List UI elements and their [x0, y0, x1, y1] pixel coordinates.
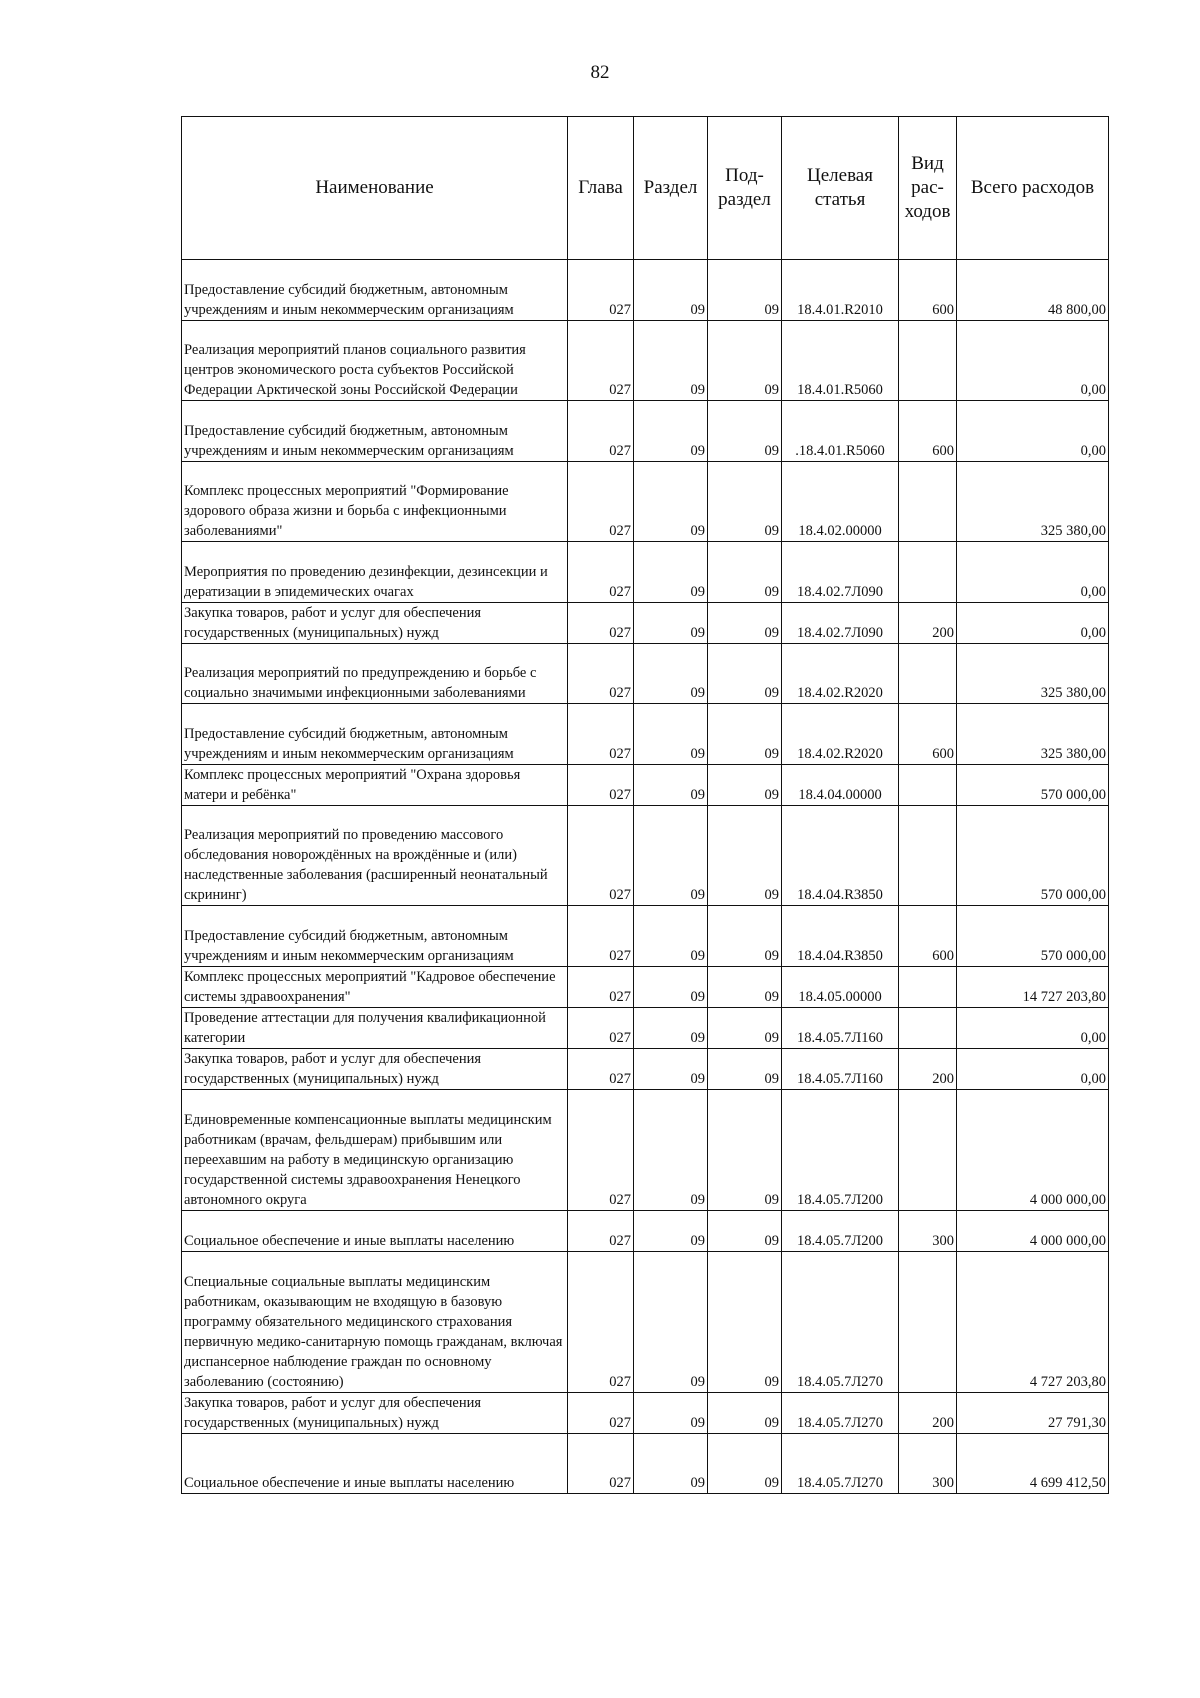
cell-type: 600	[899, 906, 957, 967]
cell-target: 18.4.05.7Л200	[782, 1090, 899, 1211]
cell-chapter: 027	[568, 321, 634, 401]
cell-chapter: 027	[568, 542, 634, 603]
cell-total: 325 380,00	[957, 704, 1109, 765]
cell-chapter: 027	[568, 462, 634, 542]
cell-name: Реализация мероприятий по проведению массового обследования новорождённых на врождённые и (или) наследственные заболевания (расширенный неонатальный скрининг)	[182, 806, 568, 906]
cell-type	[899, 1252, 957, 1393]
cell-subsection: 09	[708, 967, 782, 1008]
cell-chapter: 027	[568, 1049, 634, 1090]
cell-section: 09	[634, 542, 708, 603]
cell-chapter: 027	[568, 1252, 634, 1393]
table-row	[182, 401, 1109, 462]
header-type: Вид рас- ходов	[899, 117, 957, 260]
cell-chapter: 027	[568, 603, 634, 644]
cell-target: 18.4.02.00000	[782, 462, 899, 542]
cell-total: 0,00	[957, 1008, 1109, 1049]
cell-section: 09	[634, 1008, 708, 1049]
table-row	[182, 603, 1109, 644]
cell-chapter: 027	[568, 401, 634, 462]
cell-chapter: 027	[568, 1393, 634, 1434]
cell-subsection: 09	[708, 906, 782, 967]
cell-subsection: 09	[708, 704, 782, 765]
cell-type: 300	[899, 1211, 957, 1252]
cell-section: 09	[634, 1090, 708, 1211]
cell-type	[899, 1008, 957, 1049]
cell-total: 570 000,00	[957, 806, 1109, 906]
cell-total: 570 000,00	[957, 906, 1109, 967]
table-body	[182, 260, 1109, 1494]
cell-name: Реализация мероприятий планов социального развития центров экономического роста субъектов Российской Федерации Арктической зоны Российской Федерации	[182, 321, 568, 401]
table-row	[182, 704, 1109, 765]
cell-section: 09	[634, 321, 708, 401]
cell-total: 14 727 203,80	[957, 967, 1109, 1008]
cell-name: Социальное обеспечение и иные выплаты населению	[182, 1211, 568, 1252]
cell-name: Специальные социальные выплаты медицинским работникам, оказывающим не входящую в базовую программу обязательного медицинского страхования первичную медико-санитарную помощь гражданам, включая диспансерное наблюдение граждан по основному заболеванию (состоянию)	[182, 1252, 568, 1393]
cell-section: 09	[634, 462, 708, 542]
cell-subsection: 09	[708, 542, 782, 603]
header-section: Раздел	[634, 117, 708, 260]
cell-type	[899, 806, 957, 906]
table-row	[182, 806, 1109, 906]
cell-subsection: 09	[708, 1049, 782, 1090]
cell-section: 09	[634, 644, 708, 704]
cell-type	[899, 765, 957, 806]
cell-target: 18.4.05.7Л200	[782, 1211, 899, 1252]
cell-name: Закупка товаров, работ и услуг для обеспечения государственных (муниципальных) нужд	[182, 603, 568, 644]
table-row	[182, 462, 1109, 542]
cell-chapter: 027	[568, 704, 634, 765]
table-row	[182, 1252, 1109, 1393]
cell-chapter: 027	[568, 644, 634, 704]
cell-name: Закупка товаров, работ и услуг для обеспечения государственных (муниципальных) нужд	[182, 1049, 568, 1090]
table-row	[182, 1393, 1109, 1434]
cell-type: 300	[899, 1434, 957, 1494]
table-row	[182, 1049, 1109, 1090]
cell-target: 18.4.02.R2020	[782, 644, 899, 704]
table-row	[182, 1090, 1109, 1211]
cell-target: 18.4.02.R2020	[782, 704, 899, 765]
cell-type	[899, 644, 957, 704]
cell-target: 18.4.05.7Л270	[782, 1393, 899, 1434]
cell-target: 18.4.04.00000	[782, 765, 899, 806]
cell-name: Предоставление субсидий бюджетным, автономным учреждениям и иным некоммерческим организациям	[182, 260, 568, 321]
cell-section: 09	[634, 1393, 708, 1434]
cell-subsection: 09	[708, 806, 782, 906]
cell-target: 18.4.01.R2010	[782, 260, 899, 321]
cell-total: 4 727 203,80	[957, 1252, 1109, 1393]
cell-subsection: 09	[708, 260, 782, 321]
cell-chapter: 027	[568, 260, 634, 321]
cell-name: Предоставление субсидий бюджетным, автономным учреждениям и иным некоммерческим организациям	[182, 906, 568, 967]
header-subsection: Под- раздел	[708, 117, 782, 260]
table-row	[182, 542, 1109, 603]
cell-subsection: 09	[708, 1211, 782, 1252]
cell-name: Мероприятия по проведению дезинфекции, дезинсекции и дератизации в эпидемических очагах	[182, 542, 568, 603]
table-row	[182, 967, 1109, 1008]
cell-chapter: 027	[568, 1211, 634, 1252]
cell-chapter: 027	[568, 967, 634, 1008]
cell-chapter: 027	[568, 1008, 634, 1049]
cell-name: Предоставление субсидий бюджетным, автономным учреждениям и иным некоммерческим организациям	[182, 401, 568, 462]
cell-target: 18.4.01.R5060	[782, 321, 899, 401]
table-row	[182, 1434, 1109, 1494]
cell-target: 18.4.05.7Л160	[782, 1008, 899, 1049]
cell-section: 09	[634, 260, 708, 321]
cell-target: 18.4.04.R3850	[782, 806, 899, 906]
cell-section: 09	[634, 1434, 708, 1494]
cell-section: 09	[634, 401, 708, 462]
cell-subsection: 09	[708, 765, 782, 806]
table-row	[182, 644, 1109, 704]
cell-section: 09	[634, 704, 708, 765]
cell-total: 325 380,00	[957, 462, 1109, 542]
cell-total: 325 380,00	[957, 644, 1109, 704]
cell-target: 18.4.02.7Л090	[782, 542, 899, 603]
cell-total: 0,00	[957, 603, 1109, 644]
cell-name: Проведение аттестации для получения квалификационной категории	[182, 1008, 568, 1049]
table-row	[182, 906, 1109, 967]
cell-target: 18.4.02.7Л090	[782, 603, 899, 644]
cell-total: 4 000 000,00	[957, 1090, 1109, 1211]
table-row	[182, 321, 1109, 401]
cell-type: 600	[899, 401, 957, 462]
cell-section: 09	[634, 906, 708, 967]
cell-total: 27 791,30	[957, 1393, 1109, 1434]
cell-type	[899, 542, 957, 603]
cell-type: 200	[899, 1393, 957, 1434]
table-row	[182, 260, 1109, 321]
cell-total: 0,00	[957, 401, 1109, 462]
cell-total: 0,00	[957, 1049, 1109, 1090]
table-row	[182, 1008, 1109, 1049]
cell-chapter: 027	[568, 806, 634, 906]
cell-name: Социальное обеспечение и иные выплаты населению	[182, 1434, 568, 1494]
cell-name: Закупка товаров, работ и услуг для обеспечения государственных (муниципальных) нужд	[182, 1393, 568, 1434]
cell-target: 18.4.05.7Л270	[782, 1252, 899, 1393]
cell-section: 09	[634, 967, 708, 1008]
cell-target: 18.4.05.7Л160	[782, 1049, 899, 1090]
cell-chapter: 027	[568, 1090, 634, 1211]
cell-subsection: 09	[708, 1434, 782, 1494]
cell-type	[899, 1090, 957, 1211]
cell-subsection: 09	[708, 1252, 782, 1393]
cell-target: 18.4.04.R3850	[782, 906, 899, 967]
cell-name: Реализация мероприятий по предупреждению и борьбе с социально значимыми инфекционными заболеваниями	[182, 644, 568, 704]
table-header-row	[182, 117, 1109, 260]
cell-section: 09	[634, 765, 708, 806]
cell-chapter: 027	[568, 1434, 634, 1494]
cell-total: 4 000 000,00	[957, 1211, 1109, 1252]
cell-subsection: 09	[708, 1393, 782, 1434]
cell-subsection: 09	[708, 603, 782, 644]
cell-subsection: 09	[708, 644, 782, 704]
header-name: Наименование	[182, 117, 568, 260]
cell-total: 4 699 412,50	[957, 1434, 1109, 1494]
table-row	[182, 1211, 1109, 1252]
cell-name: Предоставление субсидий бюджетным, автономным учреждениям и иным некоммерческим организациям	[182, 704, 568, 765]
cell-target: 18.4.05.00000	[782, 967, 899, 1008]
cell-section: 09	[634, 1211, 708, 1252]
header-total: Всего расходов	[957, 117, 1109, 260]
cell-type	[899, 967, 957, 1008]
cell-type: 600	[899, 260, 957, 321]
cell-subsection: 09	[708, 1008, 782, 1049]
cell-type	[899, 462, 957, 542]
cell-total: 570 000,00	[957, 765, 1109, 806]
cell-type: 200	[899, 603, 957, 644]
cell-chapter: 027	[568, 906, 634, 967]
cell-target: 18.4.05.7Л270	[782, 1434, 899, 1494]
cell-name: Комплекс процессных мероприятий "Формирование здорового образа жизни и борьба с инфекционными заболеваниями"	[182, 462, 568, 542]
cell-subsection: 09	[708, 1090, 782, 1211]
cell-name: Единовременные компенсационные выплаты медицинским работникам (врачам, фельдшерам) прибывшим или переехавшим на работу в медицинскую организацию государственной системы здравоохранения Ненецкого автономного округа	[182, 1090, 568, 1211]
cell-name: Комплекс процессных мероприятий "Кадровое обеспечение системы здравоохранения"	[182, 967, 568, 1008]
cell-type: 200	[899, 1049, 957, 1090]
cell-subsection: 09	[708, 401, 782, 462]
cell-chapter: 027	[568, 765, 634, 806]
cell-section: 09	[634, 806, 708, 906]
page-number: 82	[590, 62, 610, 83]
cell-subsection: 09	[708, 462, 782, 542]
cell-name: Комплекс процессных мероприятий "Охрана здоровья матери и ребёнка"	[182, 765, 568, 806]
budget-table	[181, 116, 1109, 1494]
cell-section: 09	[634, 1049, 708, 1090]
cell-subsection: 09	[708, 321, 782, 401]
cell-total: 0,00	[957, 542, 1109, 603]
cell-section: 09	[634, 603, 708, 644]
header-target: Целевая статья	[782, 117, 899, 260]
cell-section: 09	[634, 1252, 708, 1393]
cell-target: .18.4.01.R5060	[782, 401, 899, 462]
cell-type: 600	[899, 704, 957, 765]
cell-type	[899, 321, 957, 401]
cell-total: 0,00	[957, 321, 1109, 401]
header-chapter: Глава	[568, 117, 634, 260]
table-row	[182, 765, 1109, 806]
cell-total: 48 800,00	[957, 260, 1109, 321]
